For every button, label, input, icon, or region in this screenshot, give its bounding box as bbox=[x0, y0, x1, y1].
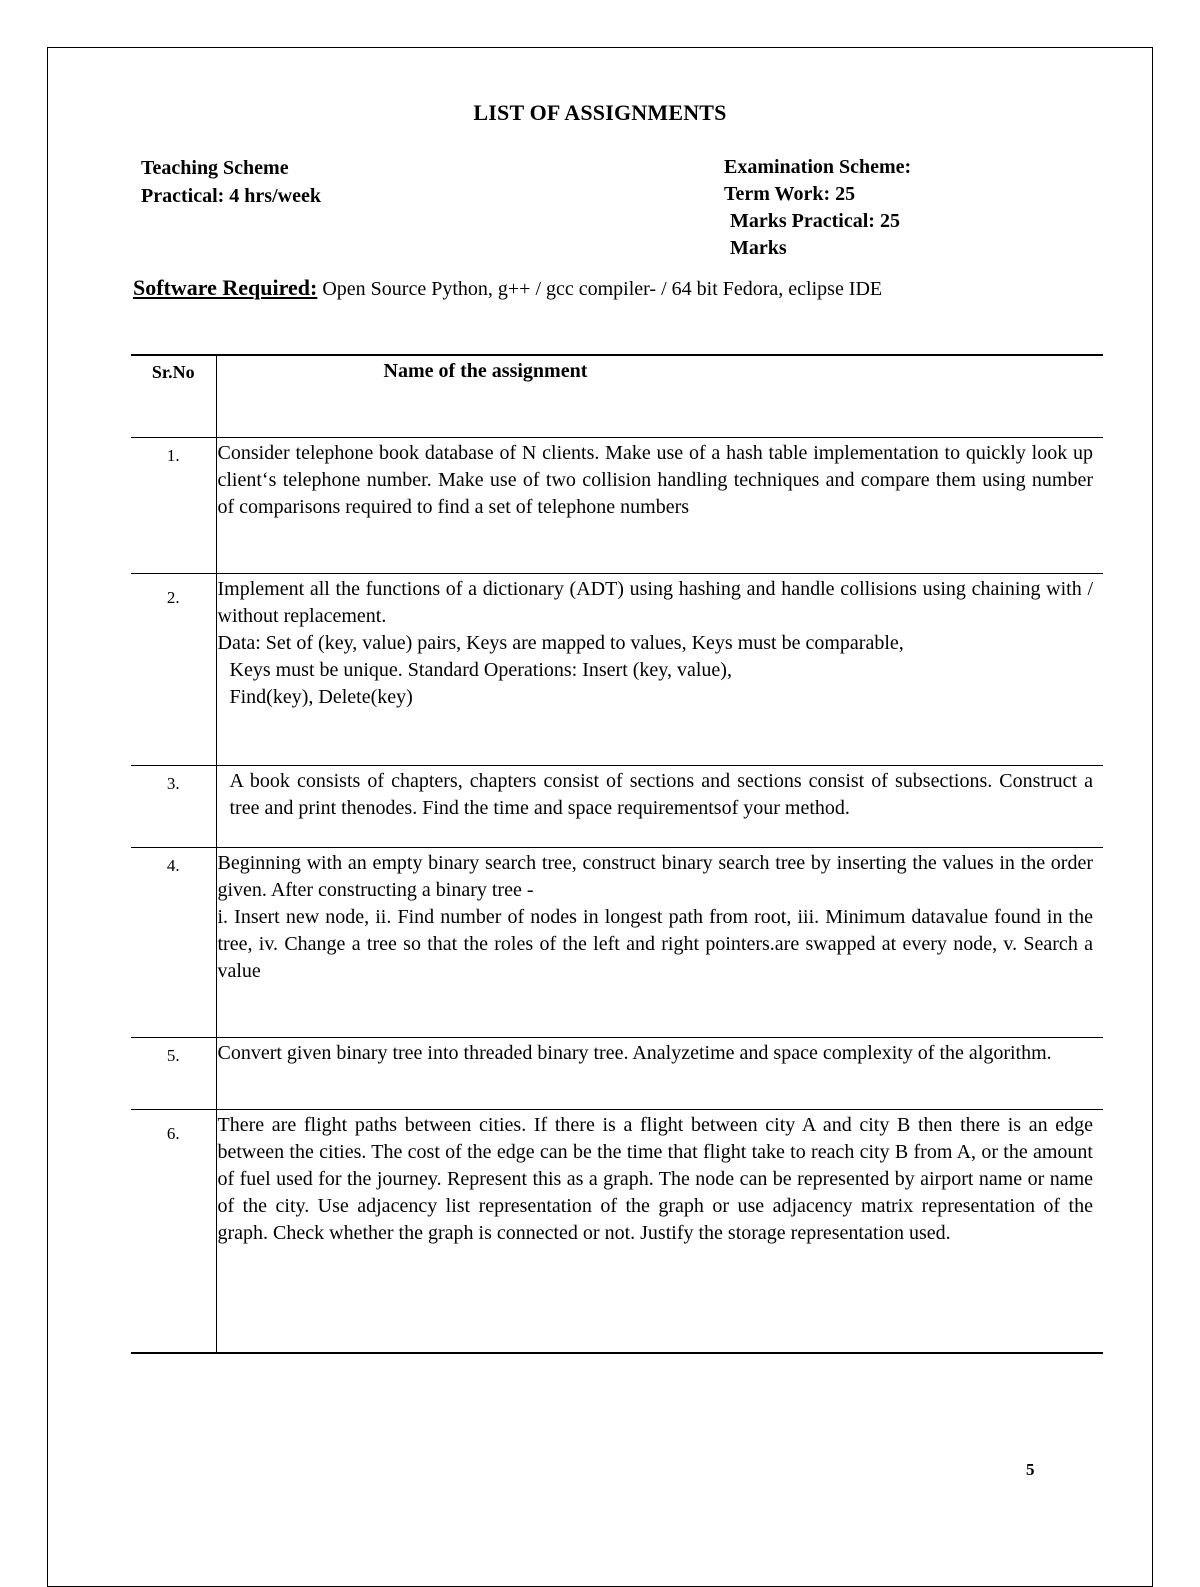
table-row bbox=[131, 765, 1103, 847]
assignment-line: Data: Set of (key, value) pairs, Keys are mapped to values, Keys must be comparable, bbox=[217, 631, 904, 654]
row-sr-no: 3. bbox=[131, 765, 216, 847]
software-required bbox=[133, 275, 882, 301]
software-required-value: Open Source Python, g++ / gcc compiler- / 64 bit Fedora, eclipse IDE bbox=[322, 278, 883, 300]
assignment-line: Keys must be unique. Standard Operations: Insert (key, value), bbox=[229, 658, 732, 681]
row-sr-no: 6. bbox=[131, 1109, 216, 1353]
table-row bbox=[131, 847, 1103, 1037]
table-row bbox=[131, 437, 1103, 573]
software-required-label: Software Required: bbox=[133, 275, 318, 300]
examination-scheme-marks: Marks bbox=[730, 237, 787, 259]
page-title: LIST OF ASSIGNMENTS bbox=[473, 100, 727, 125]
row-assignment-text bbox=[216, 1109, 1103, 1353]
teaching-scheme-heading: Teaching Scheme bbox=[141, 157, 289, 179]
assignment-line: Implement all the functions of a dictionary (ADT) using hashing and handle collisions using chaining with / without replacement. bbox=[217, 577, 1093, 627]
page-number: 5 bbox=[1026, 1460, 1035, 1479]
assignment-line: Find(key), Delete(key) bbox=[229, 685, 413, 708]
row-assignment-text bbox=[216, 1037, 1103, 1109]
table-row bbox=[131, 573, 1103, 765]
row-assignment-text bbox=[216, 847, 1103, 1037]
row-assignment-text bbox=[216, 765, 1103, 847]
assignment-line: Consider telephone book database of N clients. Make use of a hash table implementation to quickly look up client‘s telephone number. Make use of two collision handling techniques and compare them using number of comparisons required to find a set of telephone numbers bbox=[217, 441, 1093, 518]
header-sr-no: Sr.No bbox=[131, 355, 216, 437]
row-sr-no: 1. bbox=[131, 437, 216, 573]
row-sr-no: 5. bbox=[131, 1037, 216, 1109]
table-header-row bbox=[131, 355, 1103, 437]
assignment-line: i. Insert new node, ii. Find number of nodes in longest path from root, iii. Minimum datavalue found in the tree, iv. Change a tree so that the roles of the left and right pointers.are swapped at every node, v. Search a value bbox=[217, 905, 1093, 982]
examination-scheme-heading: Examination Scheme: bbox=[724, 156, 912, 178]
assignment-line: Beginning with an empty binary search tree, construct binary search tree by inserting the values in the order given. After constructing a binary tree - bbox=[217, 851, 1093, 901]
row-assignment-text bbox=[216, 437, 1103, 573]
assignments-table bbox=[131, 354, 1103, 1354]
assignment-line: A book consists of chapters, chapters consist of sections and sections consist of subsections. Construct a tree and print thenodes. Find the time and space requirementsof your method. bbox=[229, 769, 1093, 819]
assignment-line: There are flight paths between cities. If there is a flight between city A and city B then there is an edge between the cities. The cost of the edge can be the time that flight take to reach city B from A, or the amount of fuel used for the journey. Represent this as a graph. The node can be represented by airport name or name of the city. Use adjacency list representation of the graph or use adjacency matrix representation of the graph. Check whether the graph is connected or not. Justify the storage representation used. bbox=[217, 1113, 1093, 1244]
examination-scheme bbox=[724, 154, 911, 262]
examination-scheme-term-work: Term Work: 25 bbox=[724, 183, 856, 205]
row-assignment-text bbox=[216, 573, 1103, 765]
table-row bbox=[131, 1109, 1103, 1353]
header-assignment-name: Name of the assignment bbox=[216, 355, 1103, 437]
assignment-line: Convert given binary tree into threaded binary tree. Analyzetime and space complexity of the algorithm. bbox=[217, 1041, 1052, 1064]
row-sr-no: 4. bbox=[131, 847, 216, 1037]
teaching-scheme bbox=[141, 154, 321, 210]
row-sr-no: 2. bbox=[131, 573, 216, 765]
teaching-scheme-practical: Practical: 4 hrs/week bbox=[141, 185, 321, 207]
examination-scheme-marks-practical: Marks Practical: 25 bbox=[730, 210, 900, 232]
table-row bbox=[131, 1037, 1103, 1109]
